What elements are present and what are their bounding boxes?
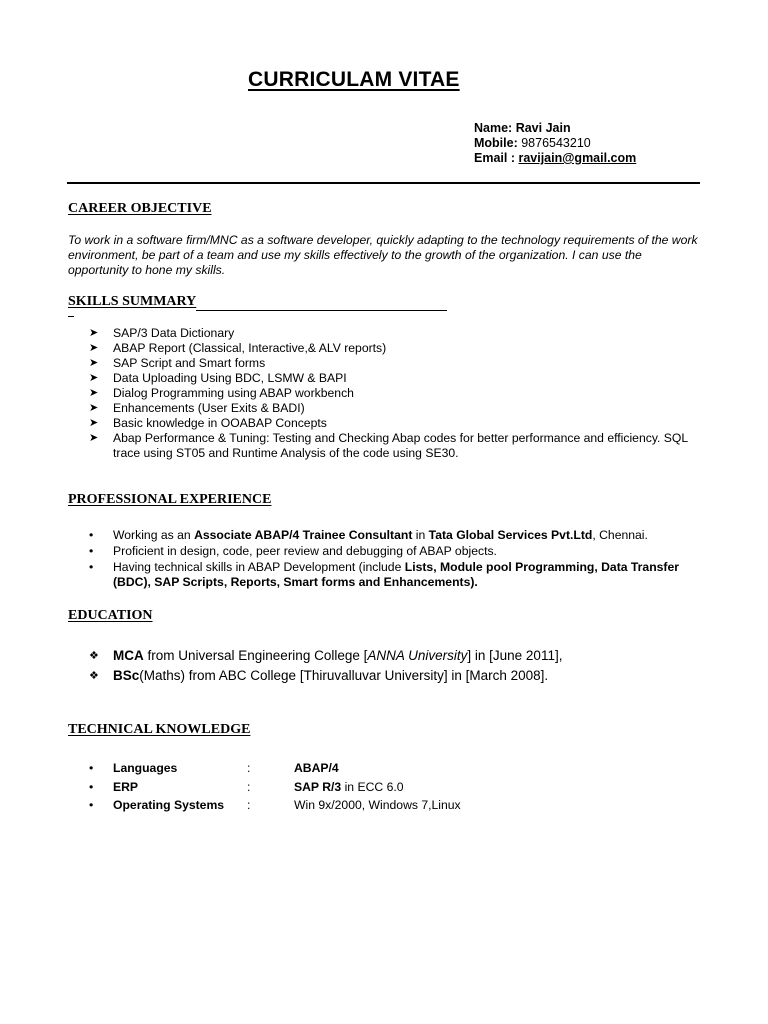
professional-experience-heading: PROFESSIONAL EXPERIENCE [68, 492, 272, 507]
role-title: Associate ABAP/4 Trainee Consultant [194, 528, 413, 542]
list-item [89, 431, 709, 461]
tech-label: Languages [113, 761, 178, 775]
experience-text: Proficient in design, code, peer review and debugging of ABAP objects. [113, 544, 497, 558]
list-item [89, 341, 709, 356]
tech-value [294, 778, 404, 797]
experience-list [89, 528, 709, 591]
list-item [89, 386, 709, 401]
tech-value-bold: SAP R/3 [294, 779, 342, 794]
skill-text: SAP/3 Data Dictionary [113, 326, 235, 340]
tech-row-erp [89, 778, 689, 797]
company-name: Tata Global Services Pvt.Ltd [428, 528, 593, 542]
list-item [89, 544, 709, 559]
education-list [89, 646, 709, 686]
arrowhead-bullet-icon: ➤ [89, 432, 99, 444]
arrowhead-bullet-icon: ➤ [89, 342, 99, 354]
skills-list [89, 326, 709, 461]
bullet-dot-icon: • [89, 798, 94, 812]
tech-label: Operating Systems [113, 798, 225, 812]
list-item [89, 401, 709, 416]
experience-text: Having technical skills in ABAP Development (include [113, 560, 405, 574]
arrowhead-bullet-icon: ➤ [89, 357, 99, 369]
degree-name: BSc [113, 668, 140, 683]
tech-value-rest: in ECC 6.0 [341, 779, 404, 794]
education-text: ] in [June 2011], [467, 648, 563, 663]
list-item [89, 646, 709, 666]
email-link[interactable]: ravijain@gmail.com [518, 151, 637, 165]
skills-summary-heading: SKILLS SUMMARY [68, 294, 197, 309]
name-label: Name: [474, 121, 516, 135]
bullet-dot-icon: • [89, 560, 94, 574]
name-value: Ravi Jain [515, 121, 571, 135]
tech-row-os [89, 796, 689, 815]
bullet-dot-icon: • [89, 544, 94, 558]
list-item [89, 356, 709, 371]
list-item [89, 666, 709, 686]
technical-knowledge-list [89, 759, 689, 815]
arrowhead-bullet-icon: ➤ [89, 372, 99, 384]
contact-email [474, 151, 636, 166]
list-item [89, 528, 709, 543]
list-item [89, 560, 709, 590]
tech-label: ERP [113, 779, 139, 794]
skill-text: Data Uploading Using BDC, LSMW & BAPI [113, 371, 347, 385]
experience-text: Working as an [113, 528, 195, 542]
technical-knowledge-heading: TECHNICAL KNOWLEDGE [68, 722, 251, 737]
education-text: (Maths) from ABC College [Thiruvalluvar University] in [March 2008]. [139, 668, 549, 683]
diamond-bullet-icon: ❖ [89, 670, 99, 682]
education-heading: EDUCATION [68, 608, 153, 623]
experience-text: , Chennai. [592, 528, 648, 542]
document-title: CURRICULAM VITAE [248, 68, 460, 91]
tech-value: ABAP/4 [294, 761, 339, 775]
contact-block [474, 121, 636, 166]
list-item [89, 326, 709, 341]
bullet-dot-icon: • [89, 761, 94, 775]
tech-colon: : [247, 761, 251, 775]
contact-name [474, 121, 636, 136]
tech-value: Win 9x/2000, Windows 7,Linux [294, 798, 461, 812]
arrowhead-bullet-icon: ➤ [89, 327, 99, 339]
degree-name: MCA [113, 648, 144, 663]
skills-heading-underline [196, 310, 447, 311]
skill-text: Dialog Programming using ABAP workbench [113, 386, 354, 400]
tech-colon: : [247, 779, 251, 794]
email-label: Email : [474, 151, 519, 165]
skill-text: Enhancements (User Exits & BADI) [113, 401, 305, 415]
skill-text: Abap Performance & Tuning: Testing and Checking Abap codes for better performance and efficiency. SQL trace using ST05 and Runtime Analysis of the code using SE30. [113, 431, 688, 460]
skill-text: SAP Script and Smart forms [113, 356, 266, 370]
list-item [89, 371, 709, 386]
bullet-dot-icon: • [89, 779, 94, 794]
arrowhead-bullet-icon: ➤ [89, 417, 99, 429]
skill-text: ABAP Report (Classical, Interactive,& ALV reports) [113, 341, 387, 355]
arrowhead-bullet-icon: ➤ [89, 402, 99, 414]
tech-colon: : [247, 798, 251, 812]
contact-mobile [474, 136, 636, 151]
skill-text: Basic knowledge in OOABAP Concepts [113, 416, 327, 430]
diamond-bullet-icon: ❖ [89, 650, 99, 662]
tech-row-languages [89, 759, 689, 778]
bullet-dot-icon: • [89, 528, 94, 542]
education-text: from Universal Engineering College [ [143, 648, 368, 663]
skills-bold-text: Lists, Module pool Programming, Data Transfer (BDC), SAP Scripts, Reports, Smart forms and Enhancements). [113, 560, 680, 589]
experience-text: in [412, 528, 429, 542]
career-objective-text: To work in a software firm/MNC as a software developer, quickly adapting to the technology requirements of the work environment, be part of a team and use my skills effectively to the growth of the organization. I can use the opportunity to hone my skills. [68, 233, 698, 277]
stray-dash [68, 316, 74, 317]
arrowhead-bullet-icon: ➤ [89, 387, 99, 399]
university-name: ANNA University [367, 648, 468, 663]
header-divider [67, 182, 700, 184]
mobile-value: 9876543210 [521, 136, 591, 150]
career-objective-heading: CAREER OBJECTIVE [68, 201, 212, 216]
list-item [89, 416, 709, 431]
mobile-label: Mobile: [474, 136, 522, 150]
